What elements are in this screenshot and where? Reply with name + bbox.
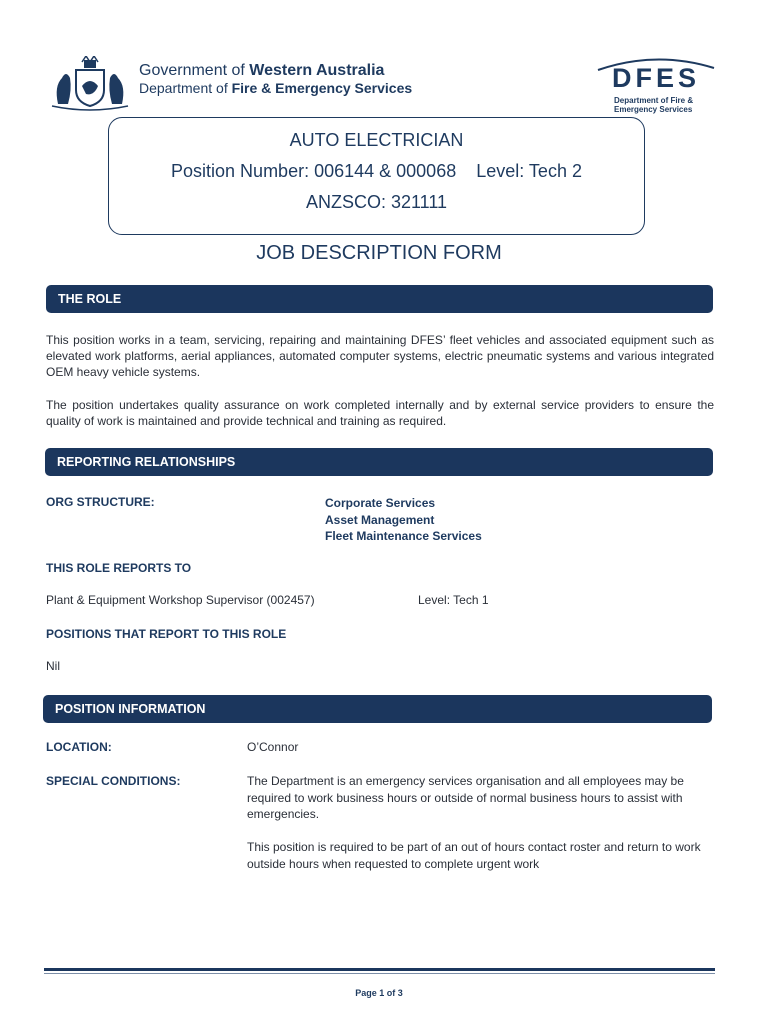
section-heading-position-information: POSITION INFORMATION [43,695,712,723]
org-structure-values [325,495,482,545]
location-label: LOCATION: [46,740,112,754]
role-paragraph-1: This position works in a team, servicing, repairing and maintaining DFES’ fleet vehicles and associated equipment such as elevated work platforms, aerial appliances, automated computer systems, electric pneumatic systems and various integrated OEM heavy vehicle systems. [46,333,714,379]
footer-divider-thin [44,973,715,974]
section-heading-reporting-relationships: REPORTING RELATIONSHIPS [45,448,713,476]
government-name: Government of Western Australia [139,62,385,79]
positions-reporting-label: POSITIONS THAT REPORT TO THIS ROLE [46,627,287,641]
location-value: O’Connor [247,740,299,754]
special-conditions-paragraph-2: This position is required to be part of an out of hours contact roster and return to work outside hours when requested to complete urgent work [247,840,701,871]
reports-to-level: Level: Tech 1 [418,593,489,607]
positions-reporting-value: Nil [46,659,60,673]
role-paragraph-2: The position undertakes quality assurance on work completed internally and by external service providers to ensure the quality of work is maintained and provide technical and training as required. [46,398,714,428]
footer-divider [44,968,715,971]
wa-government-crest-icon [46,56,134,112]
reports-to-value: Plant & Equipment Workshop Supervisor (002457) [46,593,315,607]
org-structure-label: ORG STRUCTURE: [46,495,155,509]
page-number: Page 1 of 3 [355,988,403,998]
dfes-logo: DFES [612,63,701,93]
position-level: Level: Tech 2 [476,161,582,181]
special-conditions-label: SPECIAL CONDITIONS: [46,774,181,788]
position-number: Position Number: 006144 & 000068 [171,161,457,181]
org-structure-item: Asset Management [325,512,435,527]
org-structure-item: Corporate Services [325,496,436,510]
anzsco-code: ANZSCO: 321111 [305,192,448,212]
department-name: Department of Fire & Emergency Services [139,80,413,96]
reports-to-label: THIS ROLE REPORTS TO [46,561,192,575]
dfes-logo-subtitle: Department of Fire & Emergency Services [614,96,694,114]
position-number-line [108,161,645,182]
section-heading-the-role: THE ROLE [46,285,713,313]
form-title: JOB DESCRIPTION FORM [256,242,502,264]
org-structure-item: Fleet Maintenance Services [325,529,482,543]
job-title: AUTO ELECTRICIAN [289,130,464,150]
special-conditions-paragraph-1: The Department is an emergency services organisation and all employees may be required to work business hours or outside of normal business hours to assist with emergencies. [247,774,684,821]
